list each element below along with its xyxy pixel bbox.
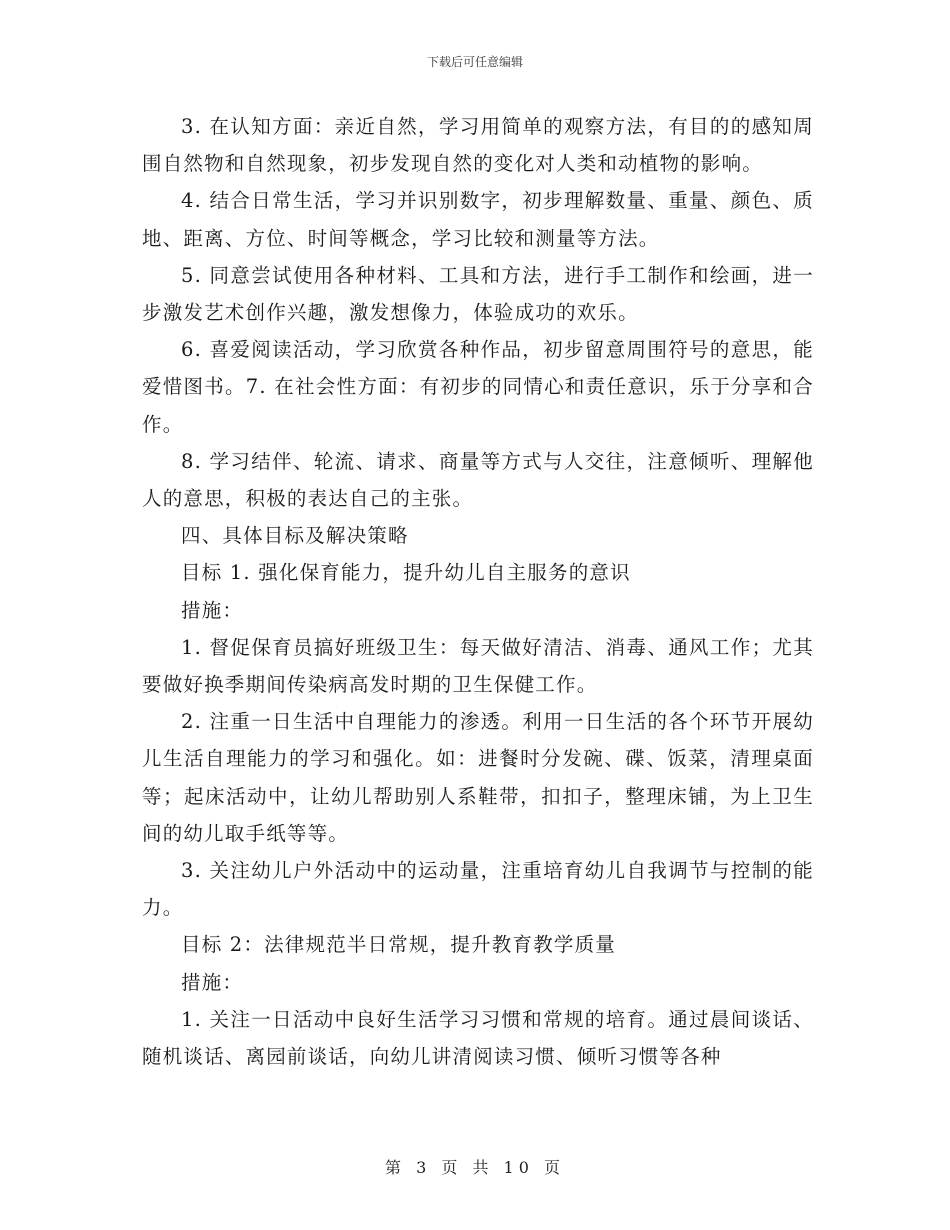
paragraph-reading: 6. 喜爱阅读活动，学习欣赏各种作品，初步留意周围符号的意思，能爱惜图书。7. 在社会性方面：有初步的同情心和责任意识，乐于分享和合作。 — [142, 338, 814, 436]
document-body — [142, 108, 814, 1075]
page-footer: 第 3 页 共 10 页 — [385, 1158, 565, 1177]
measure-exercise: 3. 关注幼儿户外活动中的运动量，注重培育幼儿自我调节与控制的能力。 — [142, 859, 814, 920]
measure-hygiene: 1. 督促保育员搞好班级卫生：每天做好清洁、消毒、通风工作；尤其要做好换季期间传染病高发时期的卫生保健工作。 — [142, 635, 814, 697]
measure-self-care: 2. 注重一日生活中自理能力的渗透。利用一日生活的各个环节开展幼儿生活自理能力的学习和强化。如：进餐时分发碗、碟、饭菜，清理桌面等；起床活动中，让幼儿帮助别人系鞋带，扣扣子，整理床铺，为上卫生间的幼儿取手纸等等。 — [142, 710, 814, 845]
paragraph-numbers: 4. 结合日常生活，学习并识别数字，初步理解数量、重量、颜色、质地、距离、方位、时间等概念，学习比较和测量等方法。 — [142, 189, 814, 250]
goal-1-heading: 目标 1. 强化保育能力，提升幼儿自主服务的意识 — [181, 561, 631, 585]
measures-label-1: 措施： — [181, 598, 244, 622]
paragraph-social: 8. 学习结伴、轮流、请求、商量等方式与人交往，注意倾听、理解他人的意思，积极的表达自己的主张。 — [142, 449, 814, 511]
paragraph-cognition: 3. 在认知方面：亲近自然，学习用简单的观察方法，有目的的感知周围自然物和自然现象，初步发现自然的变化对人类和动植物的影响。 — [142, 115, 814, 176]
goal-2-heading: 目标 2：法律规范半日常规，提升教育教学质量 — [181, 933, 617, 957]
measure-habits: 1. 关注一日活动中良好生活学习习惯和常规的培育。通过晨间谈话、随机谈话、离园前谈话，向幼儿讲清阅读习惯、倾听习惯等各种 — [142, 1007, 814, 1069]
paragraph-art: 5. 同意尝试使用各种材料、工具和方法，进行手工制作和绘画，进一步激发艺术创作兴趣，激发想像力，体验成功的欢乐。 — [142, 263, 814, 325]
measures-label-2: 措施： — [181, 970, 244, 994]
section-heading-goals: 四、具体目标及解决策略 — [181, 524, 409, 548]
page-header: 下载后可任意编辑 — [426, 55, 523, 69]
